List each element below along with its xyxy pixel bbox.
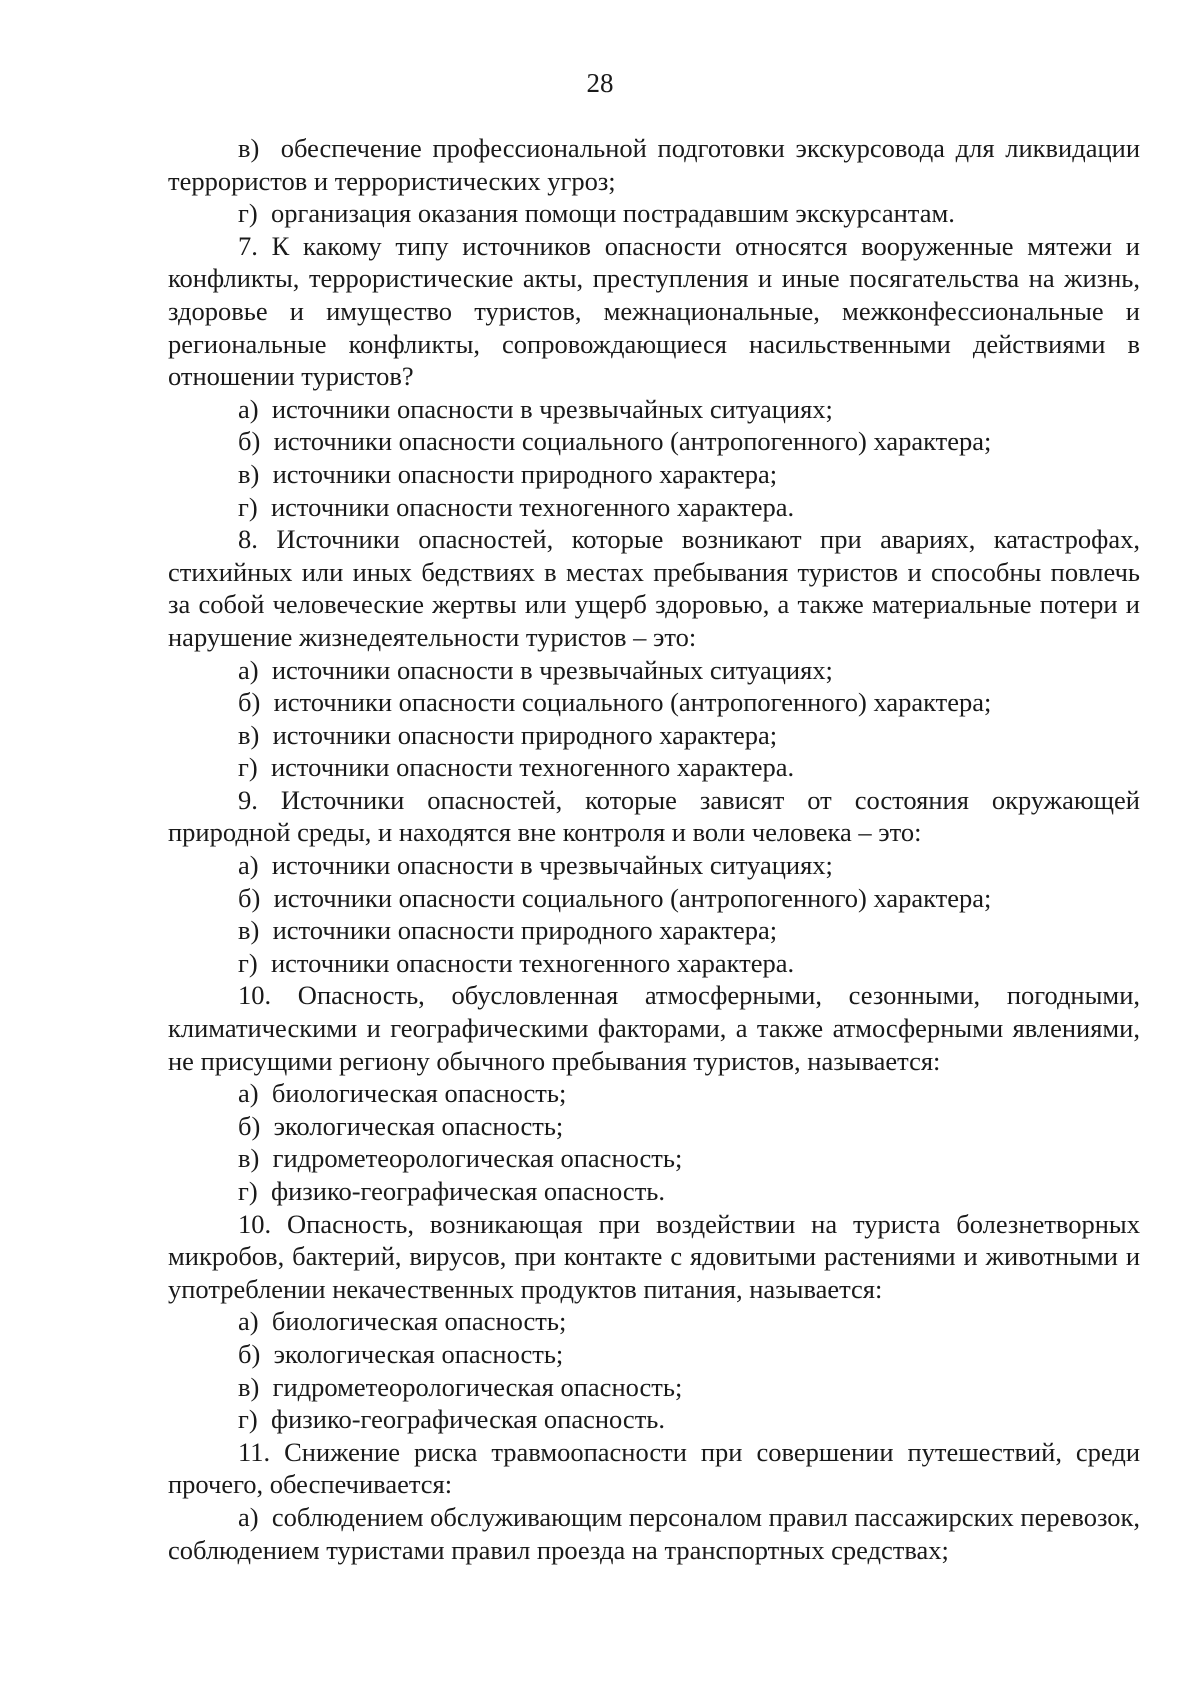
option-text: физико-географическая опасность. [270,1404,665,1435]
option-letter: г) [238,752,258,783]
option-text: гидрометеорологическая опасность; [272,1143,683,1174]
question-paragraph [168,979,1140,1077]
answer-option [168,654,1140,687]
option-text: источники опасности техногенного характера. [270,752,795,783]
option-letter: в) [238,1371,260,1402]
option-text: биологическая опасность; [271,1078,567,1109]
answer-option [168,1338,1140,1371]
option-letter: а) [238,1306,259,1337]
answer-option [168,719,1140,752]
question-paragraph [168,1436,1140,1501]
answer-option [168,1142,1140,1175]
option-letter: а) [238,1078,259,1109]
answer-option [168,914,1140,947]
option-text: источники опасности в чрезвычайных ситуациях; [271,393,833,424]
option-letter: в) [238,133,260,163]
page-number: 28 [586,68,614,98]
option-text: источники опасности социального (антропогенного) характера; [273,882,992,913]
option-letter: б) [238,882,261,913]
option-text: источники опасности природного характера; [272,719,778,750]
answer-option [168,197,1140,230]
option-text: соблюдением обслуживающим персоналом правил пассажирских перевозок, соблюдением туристами правил проезда на транспортных средствах; [168,1501,1141,1565]
answer-option [168,425,1140,458]
question-text: 10. Опасность, возникающая при воздействии на туриста болезнетворных микробов, бактерий, вирусов, при контакте с ядовитыми растениями и животными и употреблении некачественных продуктов питания, называется: [168,1208,1140,1304]
option-text: гидрометеорологическая опасность; [272,1371,683,1402]
option-text: физико-географическая опасность. [270,1176,665,1206]
option-letter: в) [238,458,260,489]
answer-option [168,686,1140,719]
option-text: источники опасности в чрезвычайных ситуациях; [271,850,833,881]
answer-option [168,458,1140,491]
option-text: источники опасности природного характера; [272,915,778,946]
answer-option [168,1077,1140,1110]
answer-option [168,751,1140,784]
option-text: источники опасности техногенного характера. [270,491,795,522]
option-letter: г) [238,1404,258,1435]
answer-option [168,491,1140,524]
option-letter: г) [238,1176,258,1206]
answer-option [168,1110,1140,1143]
option-text: экологическая опасность; [273,1338,564,1369]
option-letter: в) [238,719,260,750]
option-text: источники опасности социального (антропогенного) характера; [273,426,992,457]
option-text: источники опасности природного характера; [272,458,778,489]
option-letter: а) [238,393,259,424]
option-letter: г) [238,947,258,978]
answer-option [168,1305,1140,1338]
option-text: организация оказания помощи пострадавшим экскурсантам. [270,198,955,229]
option-letter: в) [238,1143,260,1174]
question-paragraph [168,1208,1140,1306]
question-text: 9. Источники опасностей, которые зависят от состояния окружающей природной среды, и находятся вне контроля и воли человека – это: [168,784,1140,848]
answer-option [168,1403,1140,1436]
option-text: обеспечение профессиональной подготовки экскурсовода для ликвидации террористов и террористических угроз; [168,133,1140,196]
option-letter: г) [238,491,258,522]
option-letter: а) [238,654,259,685]
answer-option [168,393,1140,426]
answer-option [168,1371,1140,1404]
answer-option [168,882,1140,915]
answer-option [168,947,1140,980]
document-body [168,132,1140,1566]
option-letter: в) [238,915,260,946]
option-text: источники опасности в чрезвычайных ситуациях; [271,654,833,685]
question-paragraph [168,523,1140,653]
option-text: биологическая опасность; [271,1306,567,1337]
option-text: источники опасности социального (антропогенного) характера; [273,687,992,718]
option-text: экологическая опасность; [273,1110,564,1141]
answer-option [168,1175,1140,1208]
answer-option [168,849,1140,882]
option-letter: б) [238,426,261,457]
option-letter: б) [238,1110,261,1141]
answer-option [168,132,1140,197]
option-letter: б) [238,1338,261,1369]
question-text: 10. Опасность, обусловленная атмосферными, сезонными, погодными, климатическими и географическими факторами, а также атмосферными явлениями, не присущими региону обычного пребывания туристов, называется: [168,980,1140,1076]
question-paragraph [168,230,1140,393]
question-text: 8. Источники опасностей, которые возникают при авариях, катастрофах, стихийных или иных бедствиях в местах пребывания туристов и способны повлечь за собой человеческие жертвы или ущерб здоровью, а также материальные потери и нарушение жизнедеятельности туристов – это: [168,524,1140,652]
question-paragraph [168,784,1140,849]
option-letter: г) [238,198,258,229]
option-letter: б) [238,687,261,718]
option-letter: а) [238,850,259,881]
question-text: 11. Снижение риска травмоопасности при совершении путешествий, среди прочего, обеспечивается: [168,1436,1140,1500]
answer-option [168,1501,1140,1566]
option-text: источники опасности техногенного характера. [270,947,795,978]
option-letter: а) [238,1501,259,1532]
question-text: 7. К какому типу источников опасности относятся вооруженные мятежи и конфликты, террористические акты, преступления и иные посягательства на жизнь, здоровье и имущество туристов, межнациональные, межконфессиональные и региональные конфликты, сопровождающиеся насильственными действиями в отношении туристов? [168,230,1140,392]
